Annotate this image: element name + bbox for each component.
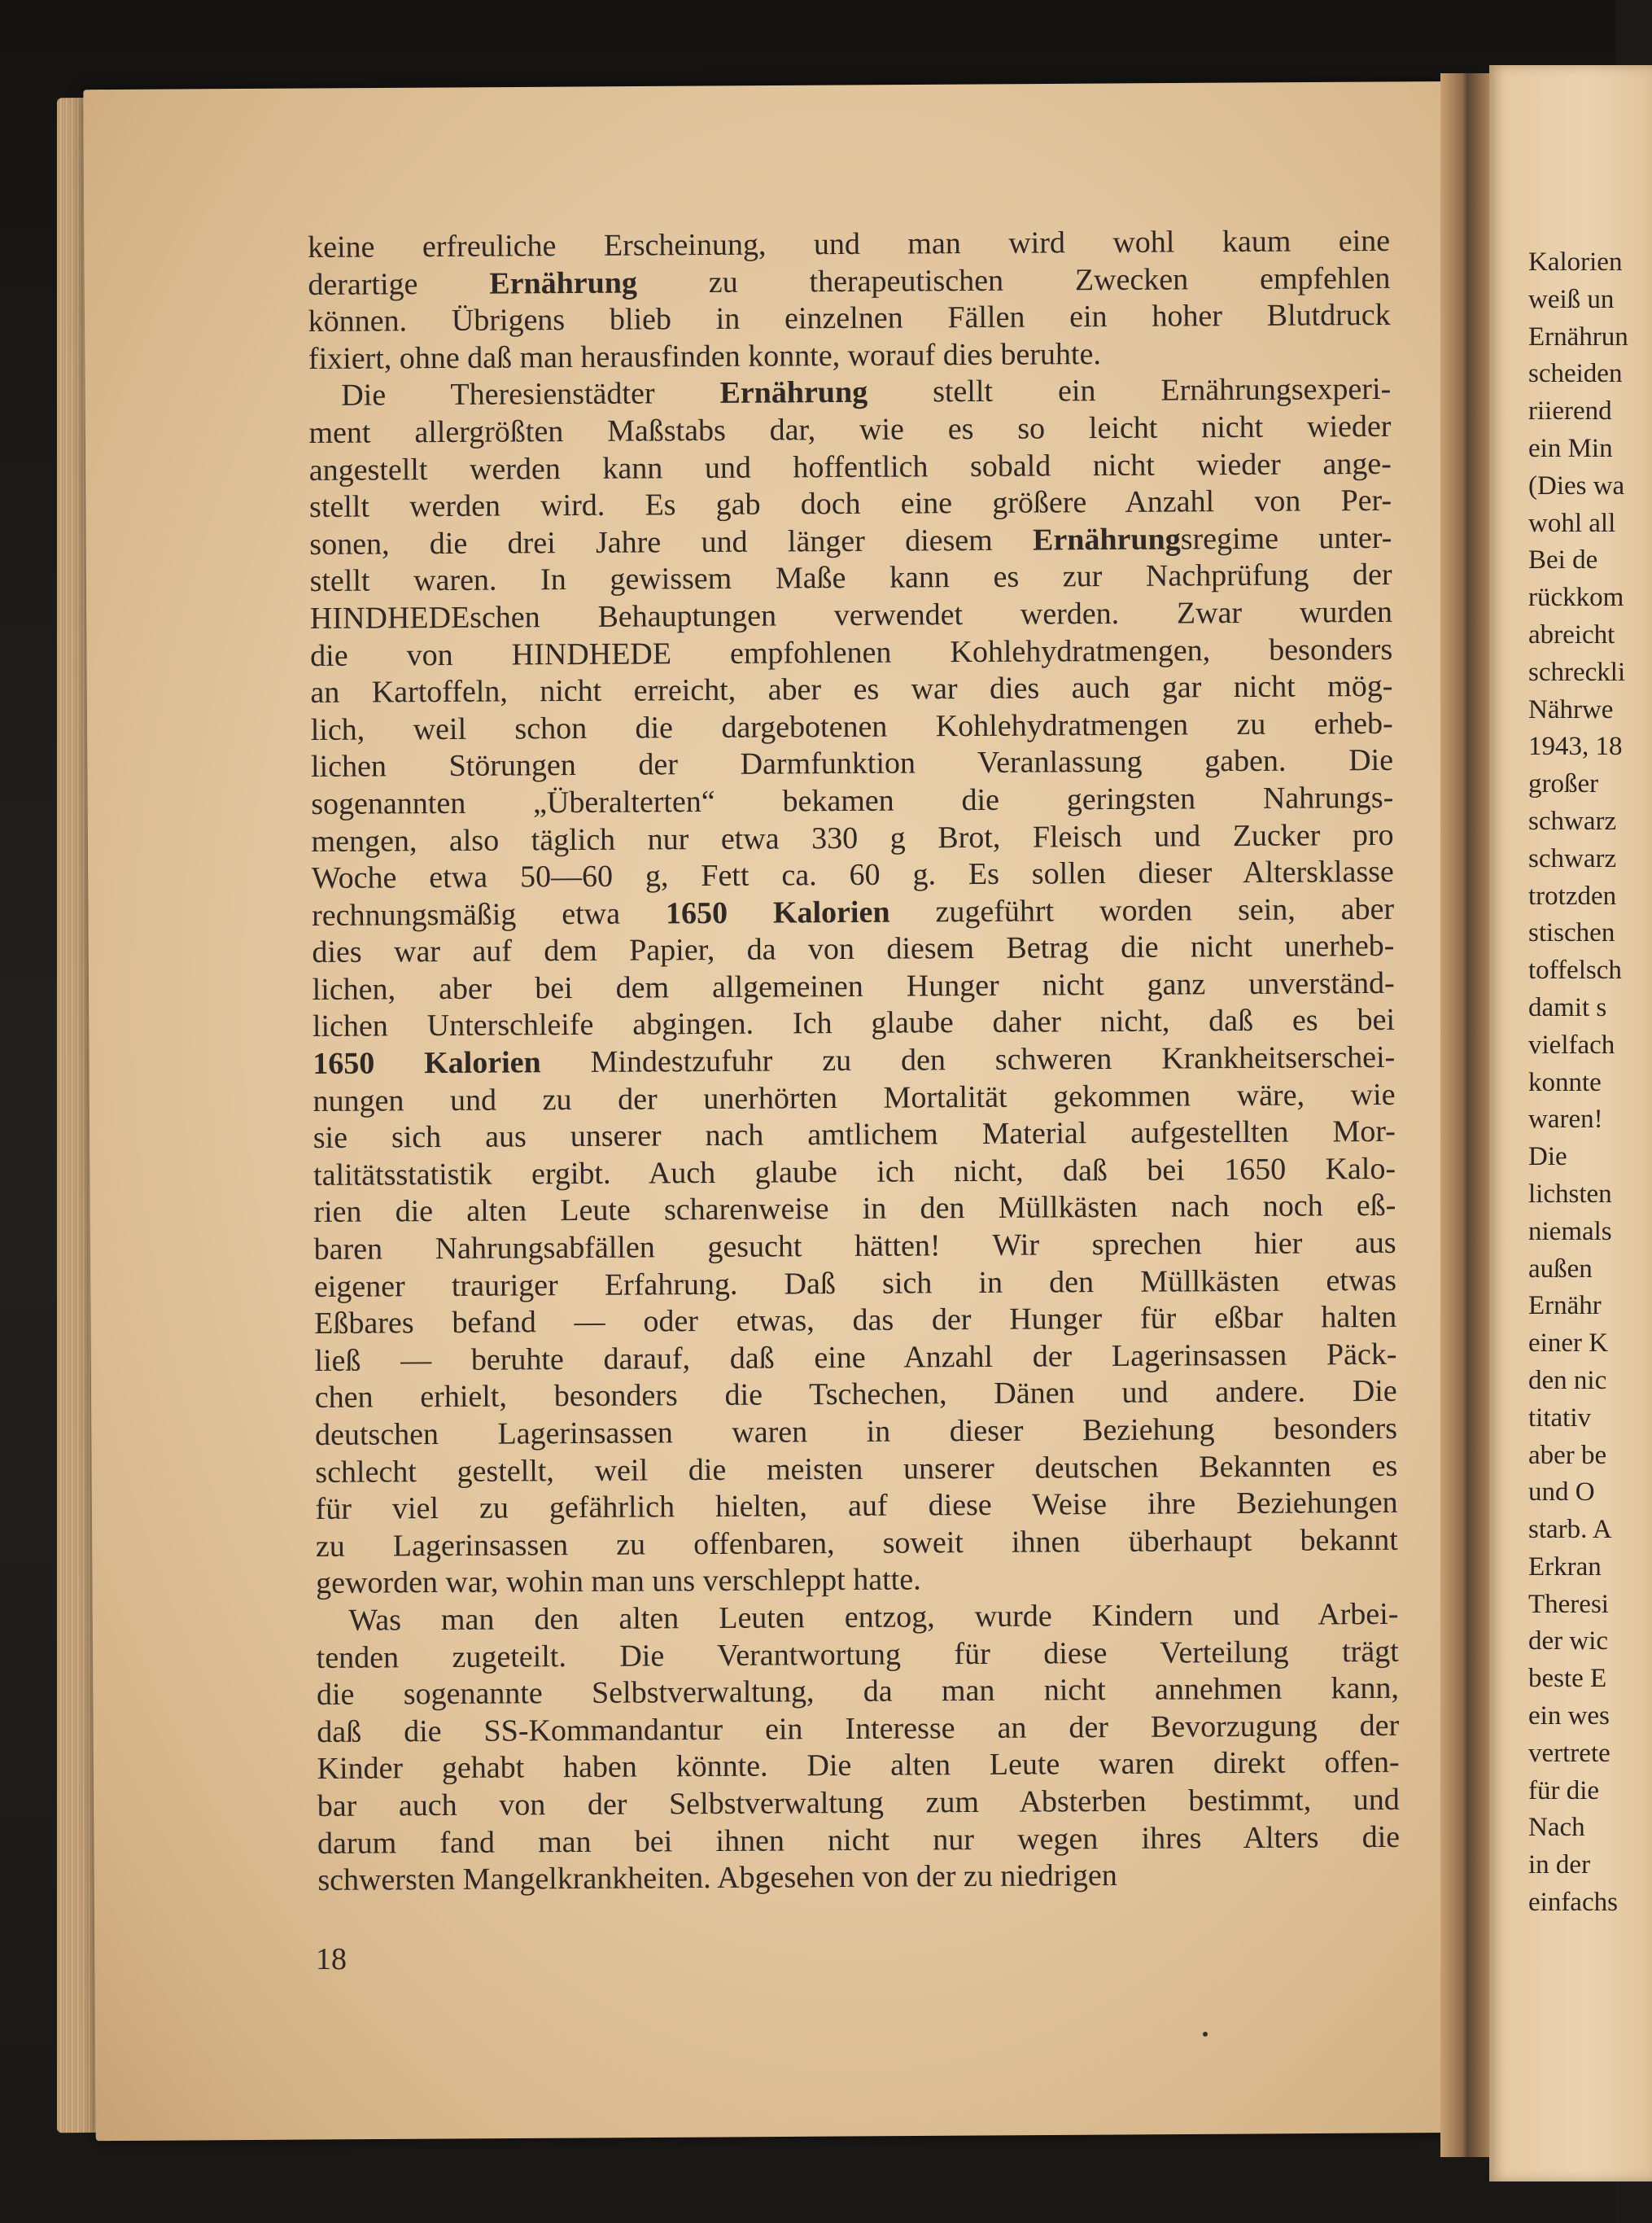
page-number: 18 <box>316 1942 347 1976</box>
text-line: keine erfreuliche Erscheinung, und man wird wohl kaum eine <box>308 223 1391 265</box>
paragraph <box>316 1596 1400 1900</box>
facing-page-line: Ernähr <box>1528 1291 1602 1321</box>
paragraph <box>308 223 1391 378</box>
text-line: für viel zu gefährlich hielten, auf diese Weise ihre Beziehungen <box>315 1486 1398 1527</box>
facing-page-line: waren! <box>1528 1105 1603 1135</box>
facing-page-line: Theresi <box>1528 1589 1609 1619</box>
text-line: die von HINDHEDE empfohlenen Kohlehydratmengen, besonders <box>310 632 1393 673</box>
facing-page-line: Nach <box>1528 1813 1585 1843</box>
facing-page-line: wohl all <box>1528 508 1616 538</box>
facing-page-line: Erkran <box>1528 1551 1602 1582</box>
facing-page-line: beste E <box>1528 1664 1607 1694</box>
text-line: stellt werden wird. Es gab doch eine größere Anzahl von Per- <box>308 484 1392 525</box>
facing-page-line: aber be <box>1528 1440 1607 1470</box>
page-body-text <box>308 223 1401 1900</box>
text-line: tenden zugeteilt. Die Verantwortung für diese Verteilung trägt <box>316 1634 1399 1675</box>
text-line: Kinder gehabt haben könnte. Die alten Leute waren direkt offen- <box>317 1745 1400 1787</box>
text-line: Was man den alten Leuten entzog, wurde Kindern und Arbei- <box>348 1596 1399 1638</box>
facing-page-line: konnte <box>1528 1067 1602 1097</box>
text-line: zu Lagerinsassen zu offenbaren, soweit ihnen überhaupt bekannt <box>315 1522 1398 1564</box>
facing-page-line: toffelsch <box>1528 956 1622 986</box>
facing-page-line: rückkom <box>1528 583 1624 613</box>
facing-page-line: vertrete <box>1528 1738 1610 1768</box>
text-line: ment allergrößten Maßstabs dar, wie es so leicht nicht wieder <box>308 409 1392 450</box>
facing-page-line: schwarz <box>1528 806 1617 836</box>
facing-page-line: damit s <box>1528 992 1607 1022</box>
text-line: derartige Ernährung zu therapeutischen Zwecken empfehlen <box>308 260 1391 302</box>
facing-page-line: Kalorien <box>1528 247 1623 277</box>
facing-page-line: weiß un <box>1528 284 1615 314</box>
text-line: nungen und zu der unerhörten Mortalität gekommen wäre, wie <box>312 1077 1396 1118</box>
text-line: sie sich aus unserer nach amtlichem Material aufgestellten Mor- <box>312 1114 1396 1156</box>
facing-page-line: abreicht <box>1528 619 1615 650</box>
facing-page-line: trotzden <box>1528 881 1617 911</box>
facing-page-line: den nic <box>1528 1365 1607 1395</box>
facing-page-line: einfachs <box>1528 1888 1618 1918</box>
facing-page-line: in der <box>1528 1850 1591 1880</box>
text-line: Woche etwa 50—60 g, Fett ca. 60 g. Es sollen dieser Altersklasse <box>311 854 1394 896</box>
text-line: rechnungsmäßig etwa 1650 Kalorien zugeführt worden sein, aber <box>312 891 1395 933</box>
facing-page-line: einer K <box>1528 1328 1609 1359</box>
facing-page-line: großer <box>1528 769 1599 799</box>
facing-page-line: vielfach <box>1528 1030 1615 1060</box>
text-line: fixiert, ohne daß man herausfinden konnte, worauf dies beruhte. <box>308 336 1102 376</box>
facing-page-line: außen <box>1528 1254 1593 1284</box>
text-line: die sogenannte Selbstverwaltung, da man nicht annehmen kann, <box>316 1670 1400 1713</box>
facing-page-line: niemals <box>1528 1216 1612 1246</box>
text-line: schlecht gestellt, weil die meisten unserer deutschen Bekannten es <box>315 1448 1398 1490</box>
text-line: deutschen Lagerinsassen waren in dieser Beziehung besonders <box>314 1411 1398 1452</box>
text-line: baren Nahrungsabfällen gesucht hätten! Wir sprechen hier aus <box>313 1225 1396 1267</box>
facing-page-line: ein wes <box>1528 1701 1610 1731</box>
text-line: lichen, aber bei dem allgemeinen Hunger nicht ganz unverständ- <box>312 965 1395 1007</box>
book-gutter <box>1440 73 1489 2157</box>
facing-page-line: schreckli <box>1528 657 1626 687</box>
facing-page-line: 1943, 18 <box>1528 732 1623 762</box>
text-line: lichen Unterschleife abgingen. Ich glaube daher nicht, daß es bei <box>312 1003 1396 1044</box>
facing-page-line: schwarz <box>1528 843 1617 873</box>
text-line: 1650 Kalorien Mindestzufuhr zu den schweren Krankheitserschei- <box>312 1039 1396 1082</box>
facing-page-line: (Dies wa <box>1528 470 1625 501</box>
text-line: HINDHEDEschen Behauptungen verwendet werden. Zwar wurden <box>309 594 1393 636</box>
text-line: Eßbares befand — oder etwas, das der Hunger für eßbar halten <box>314 1300 1397 1341</box>
text-line: darum fand man bei ihnen nicht nur wegen ihres Alters die <box>317 1819 1401 1861</box>
facing-page-line: scheiden <box>1528 359 1623 389</box>
facing-page-line: Nährwe <box>1528 694 1614 724</box>
facing-page-line: und O <box>1528 1477 1595 1508</box>
text-line: talitätsstatistik ergibt. Auch glaube ich nicht, daß bei 1650 Kalo- <box>312 1151 1396 1192</box>
text-line: sonen, die drei Jahre und länger diesem Ernährungsregime unter- <box>309 520 1392 562</box>
facing-page-line: der wic <box>1528 1626 1609 1656</box>
facing-page-line: starb. A <box>1528 1515 1612 1545</box>
facing-page-line: Die <box>1528 1142 1567 1172</box>
text-line: an Kartoffeln, nicht erreicht, aber es war dies auch gar nicht mög- <box>310 668 1393 711</box>
text-line: daß die SS-Kommandantur ein Interesse an der Bevorzugung der <box>317 1708 1400 1749</box>
text-line: lich, weil schon die dargebotenen Kohlehydratmengen zu erheb- <box>310 706 1393 747</box>
facing-page-line: für die <box>1528 1775 1600 1805</box>
text-line: angestellt werden kann und hoffentlich sobald nicht wieder ange- <box>308 446 1392 488</box>
text-line: rien die alten Leute scharenweise in den Müllkästen nach noch eß- <box>313 1188 1396 1230</box>
paragraph <box>308 371 1398 1603</box>
text-line: bar auch von der Selbstverwaltung zum Absterben bestimmt, und <box>317 1782 1400 1823</box>
facing-page-line: titativ <box>1528 1403 1591 1433</box>
facing-page-text <box>1528 244 1628 1922</box>
text-line: Die Theresienstädter Ernährung stellt ein Ernährungsexperi- <box>341 372 1392 414</box>
text-line: eigener trauriger Erfahrung. Daß sich in den Müllkästen etwas <box>313 1262 1397 1304</box>
text-line: geworden war, wohin man uns verschleppt hatte. <box>316 1562 921 1601</box>
facing-page-line: lichsten <box>1528 1179 1612 1209</box>
text-line: schwersten Mangelkrankheiten. Abgesehen von der zu niedrigen <box>317 1858 1117 1898</box>
ink-speck <box>1203 2032 1208 2037</box>
facing-page-line: Bei de <box>1528 545 1598 575</box>
facing-page-line: riierend <box>1528 396 1612 427</box>
facing-page-line: ein Min <box>1528 433 1613 463</box>
text-line: dies war auf dem Papier, da von diesem Betrag die nicht unerheb- <box>312 929 1395 970</box>
facing-page-line: Ernährun <box>1528 322 1628 352</box>
text-line: stellt waren. In gewissem Maße kann es zur Nachprüfung der <box>309 558 1392 599</box>
text-line: sogenannten „Überalterten“ bekamen die geringsten Nahrungs- <box>311 780 1394 821</box>
text-line: chen erhielt, besonders die Tschechen, Dänen und andere. Die <box>314 1374 1397 1416</box>
text-line: lichen Störungen der Darmfunktion Veranlassung gaben. Die <box>310 743 1394 785</box>
text-line: mengen, also täglich nur etwa 330 g Brot, Fleisch und Zucker pro <box>311 817 1394 859</box>
facing-page-line: stischen <box>1528 918 1615 948</box>
text-line: ließ — beruhte darauf, daß eine Anzahl der Lagerinsassen Päck- <box>314 1337 1397 1378</box>
text-line: können. Übrigens blieb in einzelnen Fällen ein hoher Blutdruck <box>308 298 1391 339</box>
